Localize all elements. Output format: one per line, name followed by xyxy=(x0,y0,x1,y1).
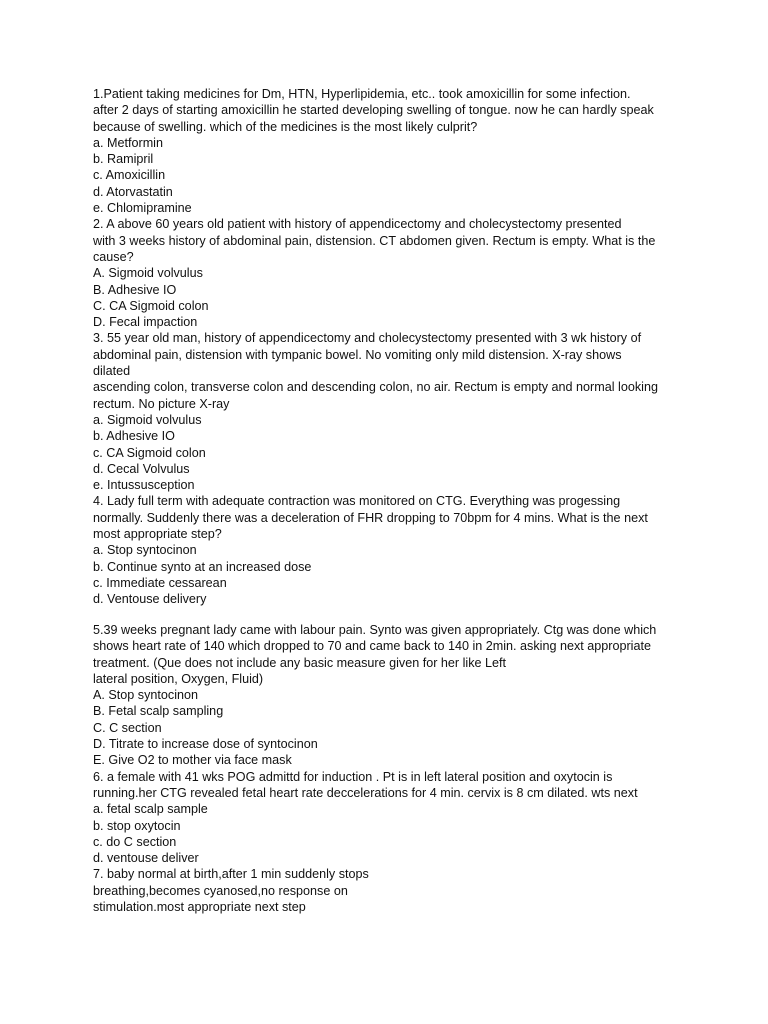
text-line: B. Adhesive IO xyxy=(93,282,177,297)
text-line: a. fetal scalp sample xyxy=(93,802,208,817)
text-line: 7. baby normal at birth,after 1 min suddenly stops xyxy=(93,867,369,882)
text-line: e. Intussusception xyxy=(93,478,195,493)
text-line: 1.Patient taking medicines for Dm, HTN, Hyperlipidemia, etc.. took amoxicillin for some infection. xyxy=(93,87,631,101)
text-line: a. Metformin xyxy=(93,135,163,150)
text-line: b. Ramipril xyxy=(93,152,154,167)
text-line: e. Chlomipramine xyxy=(93,201,192,216)
blank-line xyxy=(93,608,693,623)
text-line: c. CA Sigmoid colon xyxy=(93,445,206,460)
text-line: a. Sigmoid volvulus xyxy=(93,412,202,427)
text-line: d. Ventouse delivery xyxy=(93,592,207,607)
text-line: b. stop oxytocin xyxy=(93,818,181,833)
text-line: 5.39 weeks pregnant lady came with labour pain. Synto was given appropriately. Ctg was done which xyxy=(93,623,657,637)
text-line: shows heart rate of 140 which dropped to 70 and came back to 140 in 2min. asking next appropriate xyxy=(93,639,651,654)
text-line: after 2 days of starting amoxicillin he started developing swelling of tongue. now he can hardly speak xyxy=(93,103,654,118)
text-line: cause? xyxy=(93,249,134,264)
text-line: d. Atorvastatin xyxy=(93,184,173,199)
text-line: b. Adhesive IO xyxy=(93,429,175,444)
text-line: E. Give O2 to mother via face mask xyxy=(93,753,292,768)
text-line: because of swelling. which of the medicines is the most likely culprit? xyxy=(93,119,478,134)
text-line: C. C section xyxy=(93,720,162,735)
text-line: most appropriate step? xyxy=(93,527,222,542)
text-line: breathing,becomes cyanosed,no response on xyxy=(93,883,348,898)
text-line: normally. Suddenly there was a deceleration of FHR dropping to 70bpm for 4 mins. What is the next xyxy=(93,510,648,525)
text-line: D. Titrate to increase dose of syntocinon xyxy=(93,737,318,752)
text-line: running.her CTG revealed fetal heart rate deccelerations for 4 min. cervix is 8 cm dilated. wts next xyxy=(93,785,638,800)
text-line: d. Cecal Volvulus xyxy=(93,461,190,476)
text-line: C. CA Sigmoid colon xyxy=(93,298,209,313)
text-line: 2. A above 60 years old patient with history of appendicectomy and cholecystectomy presented xyxy=(93,217,622,232)
text-line: 6. a female with 41 wks POG admittd for induction . Pt is in left lateral position and oxytocin is xyxy=(93,769,613,784)
text-line: 4. Lady full term with adequate contraction was monitored on CTG. Everything was progessing xyxy=(93,494,621,509)
text-line: rectum. No picture X-ray xyxy=(93,396,230,411)
text-line: dilated xyxy=(93,364,131,379)
text-line: A. Stop syntocinon xyxy=(93,688,199,703)
text-line: b. Continue synto at an increased dose xyxy=(93,559,312,574)
text-line: treatment. (Que does not include any basic measure given for her like Left xyxy=(93,655,507,670)
text-line: abdominal pain, distension with tympanic bowel. No vomiting only mild distension. X-ray shows xyxy=(93,347,622,362)
text-line: c. Amoxicillin xyxy=(93,168,166,183)
text-line: c. do C section xyxy=(93,834,177,849)
text-line: stimulation.most appropriate next step xyxy=(93,900,306,915)
document-body xyxy=(93,86,693,915)
text-line: a. Stop syntocinon xyxy=(93,543,197,558)
text-line: 3. 55 year old man, history of appendicectomy and cholecystectomy presented with 3 wk history of xyxy=(93,331,642,346)
text-line: D. Fecal impaction xyxy=(93,315,198,330)
text-line: d. ventouse deliver xyxy=(93,851,199,866)
text-line: A. Sigmoid volvulus xyxy=(93,266,203,281)
text-line: B. Fetal scalp sampling xyxy=(93,704,224,719)
text-line: lateral position, Oxygen, Fluid) xyxy=(93,671,264,686)
text-line: with 3 weeks history of abdominal pain, distension. CT abdomen given. Rectum is empty. What is the xyxy=(93,233,656,248)
text-line: ascending colon, transverse colon and descending colon, no air. Rectum is empty and normal looking xyxy=(93,380,658,395)
text-line: c. Immediate cessarean xyxy=(93,575,227,590)
